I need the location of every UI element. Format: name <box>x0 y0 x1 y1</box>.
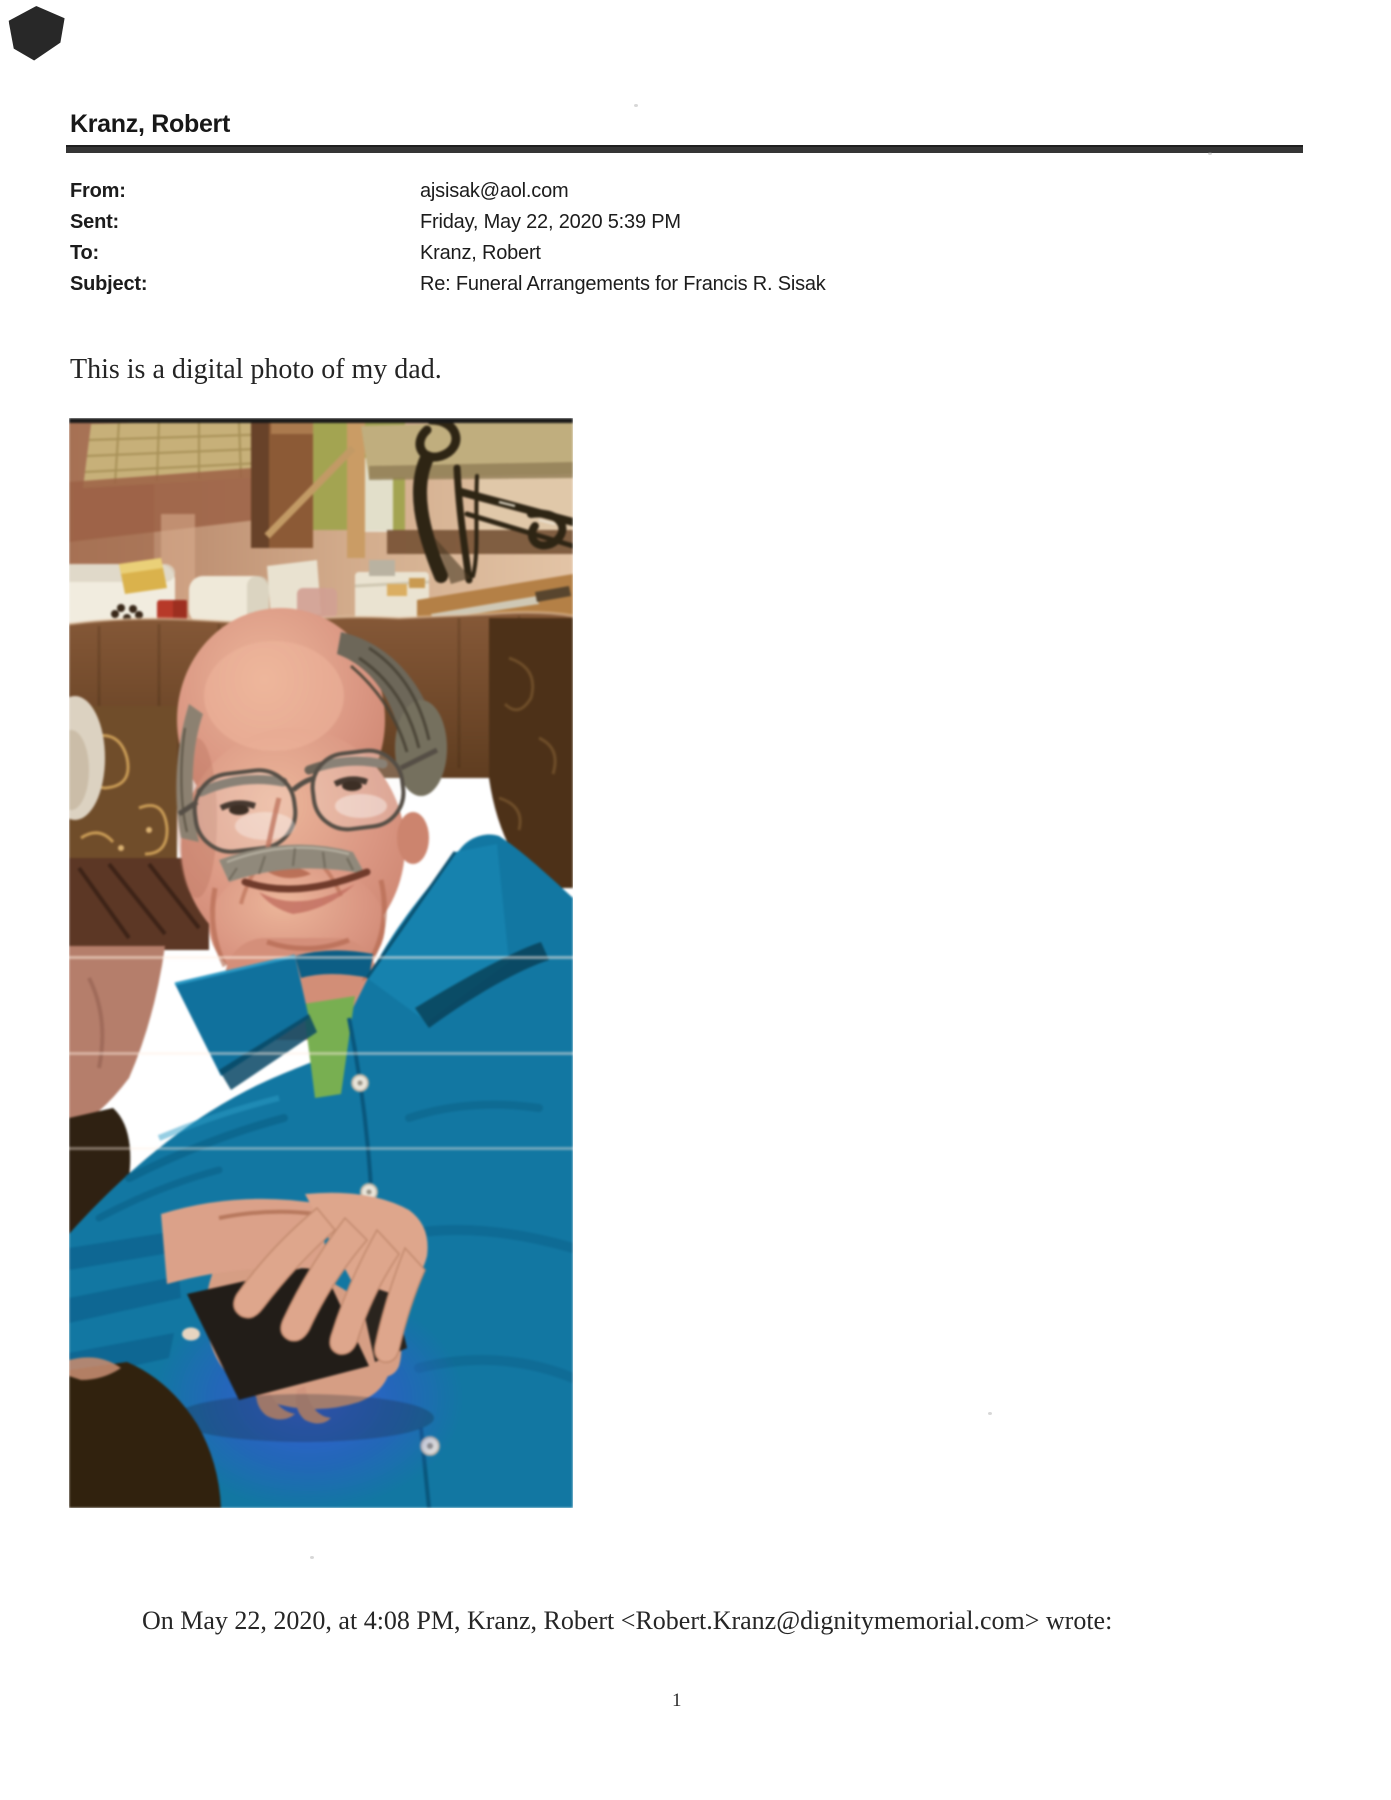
scan-speck <box>1208 152 1212 155</box>
photo-of-dad <box>69 418 573 1508</box>
meta-value: Friday, May 22, 2020 5:39 PM <box>420 211 681 233</box>
meta-label: Sent: <box>70 211 120 233</box>
scan-speck <box>634 104 638 107</box>
hands <box>161 1193 434 1442</box>
page-number: 1 <box>672 1690 682 1711</box>
header-divider <box>66 145 1303 153</box>
meta-row-subject <box>70 269 970 300</box>
email-meta <box>70 176 970 300</box>
meta-label: Subject: <box>70 273 148 295</box>
meta-value: Re: Funeral Arrangements for Francis R. Sisak <box>420 273 826 295</box>
scan-artifact-mark <box>7 3 68 63</box>
quoted-reply-attribution: On May 22, 2020, at 4:08 PM, Kranz, Robert <Robert.Kranz@dignitymemorial.com> wrote: <box>142 1606 1113 1635</box>
photo-illustration <box>69 418 573 1508</box>
meta-label: To: <box>70 242 100 264</box>
meta-row-to <box>70 238 970 269</box>
page-title: Kranz, Robert <box>70 110 231 138</box>
meta-label: From: <box>70 180 126 202</box>
scan-speck <box>988 1412 992 1415</box>
scan-speck <box>310 1556 314 1559</box>
email-body-text: This is a digital photo of my dad. <box>70 354 442 385</box>
meta-value: Kranz, Robert <box>420 242 541 264</box>
meta-row-sent <box>70 207 970 238</box>
meta-value: ajsisak@aol.com <box>420 180 569 202</box>
meta-row-from <box>70 176 970 207</box>
